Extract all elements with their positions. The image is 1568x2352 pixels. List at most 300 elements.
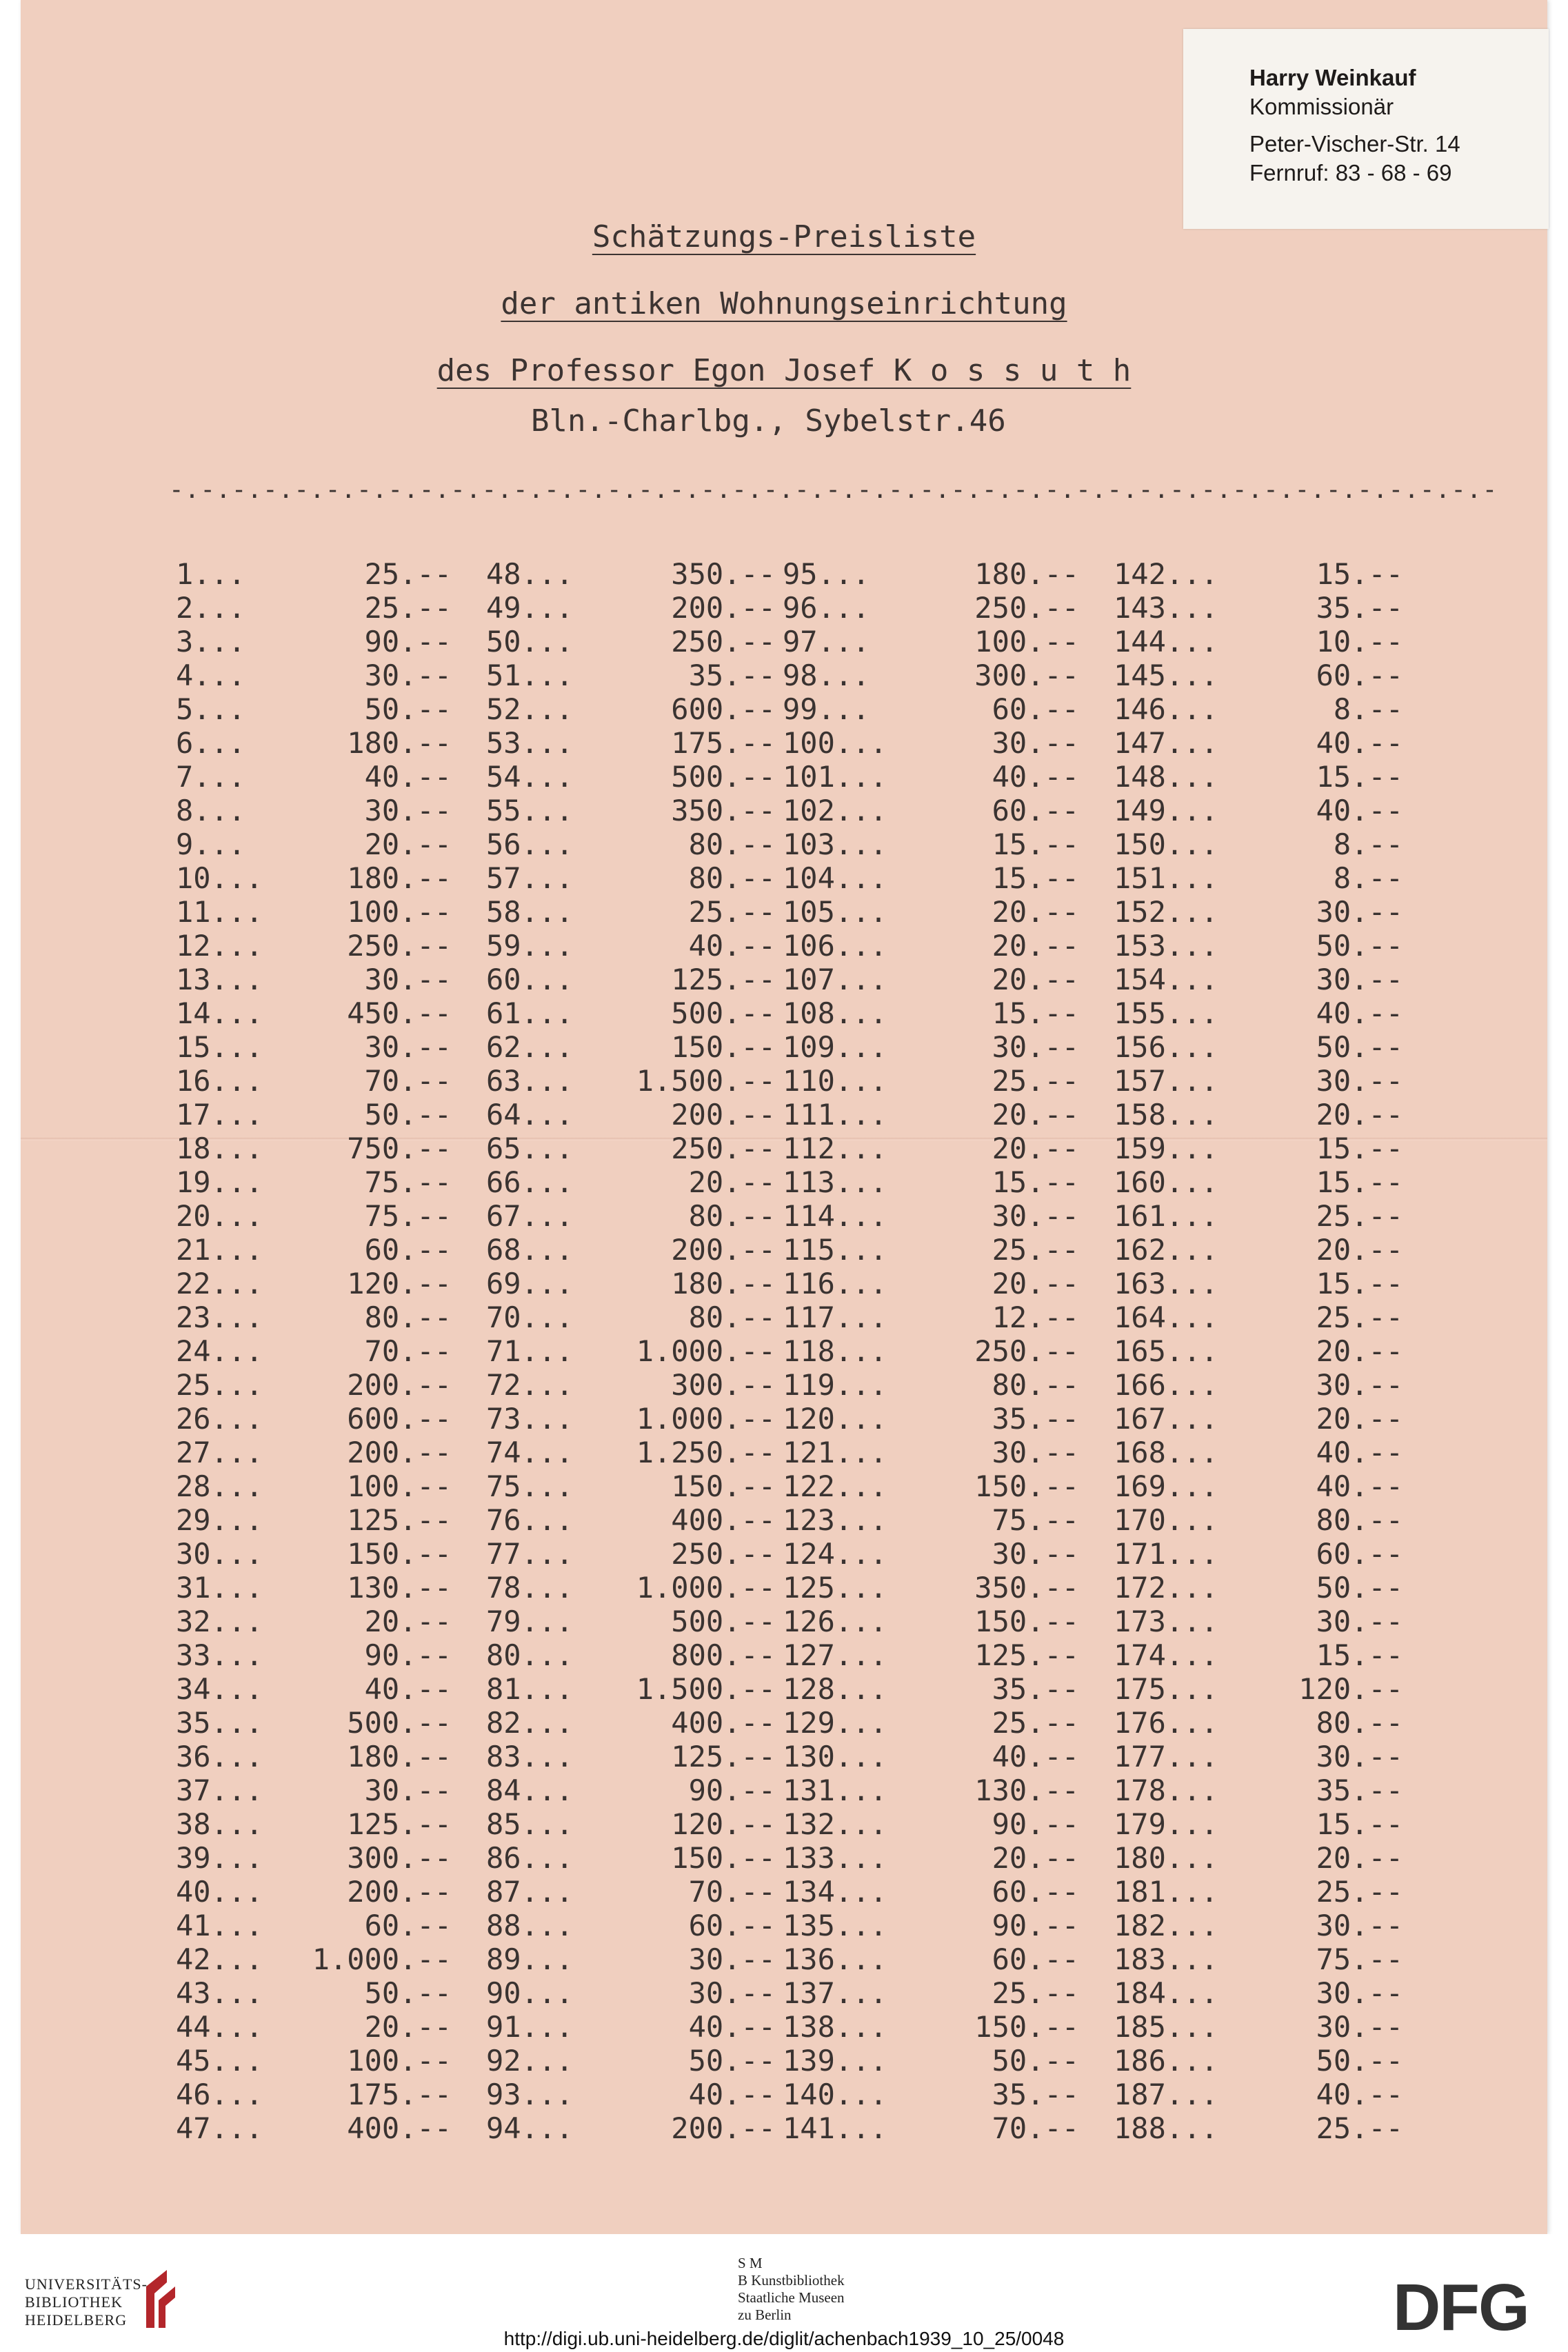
item-number: 11... [176, 895, 263, 929]
item-number: 128... [783, 1672, 887, 1706]
price-row [486, 692, 776, 726]
item-price: 25.-- [688, 895, 776, 929]
item-price: 1.000.-- [636, 1334, 776, 1368]
item-price: 20.-- [992, 1098, 1079, 1132]
item-number: 95... [783, 557, 870, 591]
price-row [176, 625, 452, 659]
price-row [783, 1402, 1079, 1436]
item-price: 40.-- [364, 760, 452, 794]
source-url[interactable]: http://digi.ub.uni-heidelberg.de/diglit/achenbach1939_10_25/0048 [503, 2328, 1065, 2349]
item-number: 179... [1114, 1807, 1218, 1841]
price-row [176, 1334, 452, 1368]
item-price: 70.-- [364, 1064, 452, 1098]
price-row [486, 1740, 776, 1773]
item-price: 175.-- [671, 726, 776, 760]
item-number: 141... [783, 2111, 887, 2145]
item-number: 163... [1114, 1267, 1218, 1300]
price-row [486, 659, 776, 692]
price-row [486, 1807, 776, 1841]
price-row [486, 1165, 776, 1199]
price-row [783, 1300, 1079, 1334]
price-row [1114, 1537, 1403, 1571]
item-number: 162... [1114, 1233, 1218, 1267]
item-price: 40.-- [1316, 726, 1403, 760]
item-number: 116... [783, 1267, 887, 1300]
price-row [176, 1030, 452, 1064]
item-price: 70.-- [688, 1875, 776, 1909]
item-number: 43... [176, 1976, 263, 2010]
item-number: 84... [486, 1773, 574, 1807]
item-price: 150.-- [671, 1030, 776, 1064]
item-price: 30.-- [1316, 2010, 1403, 2044]
price-row [176, 1469, 452, 1503]
item-price: 600.-- [347, 1402, 452, 1436]
price-row [176, 1368, 452, 1402]
item-number: 66... [486, 1165, 574, 1199]
item-price: 1.250.-- [636, 1436, 776, 1469]
item-price: 60.-- [364, 1233, 452, 1267]
item-number: 34... [176, 1672, 263, 1706]
item-number: 2... [176, 591, 246, 625]
item-price: 25.-- [1316, 1199, 1403, 1233]
item-price: 30.-- [364, 794, 452, 827]
item-number: 73... [486, 1402, 574, 1436]
item-price: 30.-- [364, 1773, 452, 1807]
item-number: 59... [486, 929, 574, 963]
item-number: 68... [486, 1233, 574, 1267]
item-number: 29... [176, 1503, 263, 1537]
price-row [176, 1537, 452, 1571]
item-number: 19... [176, 1165, 263, 1199]
item-price: 50.-- [1316, 2044, 1403, 2078]
item-number: 38... [176, 1807, 263, 1841]
item-price: 50.-- [1316, 929, 1403, 963]
item-number: 109... [783, 1030, 887, 1064]
item-number: 170... [1114, 1503, 1218, 1537]
price-row [783, 827, 1079, 861]
item-number: 117... [783, 1300, 887, 1334]
item-price: 30.-- [688, 1942, 776, 1976]
item-number: 30... [176, 1537, 263, 1571]
price-row [1114, 1841, 1403, 1875]
price-row [783, 861, 1079, 895]
price-row [486, 557, 776, 591]
item-price: 80.-- [1316, 1706, 1403, 1740]
item-price: 175.-- [347, 2078, 452, 2111]
item-number: 169... [1114, 1469, 1218, 1503]
item-price: 60.-- [992, 794, 1079, 827]
item-price: 40.-- [1316, 794, 1403, 827]
item-price: 250.-- [974, 1334, 1079, 1368]
price-row [783, 1503, 1079, 1537]
price-row [176, 2111, 452, 2145]
item-number: 35... [176, 1706, 263, 1740]
price-row [783, 1334, 1079, 1368]
item-number: 47... [176, 2111, 263, 2145]
item-price: 1.000.-- [312, 1942, 452, 1976]
item-price: 20.-- [992, 1132, 1079, 1165]
item-number: 174... [1114, 1638, 1218, 1672]
item-number: 10... [176, 861, 263, 895]
item-number: 62... [486, 1030, 574, 1064]
price-row [783, 1740, 1079, 1773]
item-price: 250.-- [671, 625, 776, 659]
item-price: 50.-- [688, 2044, 776, 2078]
price-row [783, 1605, 1079, 1638]
price-row [1114, 861, 1403, 895]
item-price: 250.-- [974, 591, 1079, 625]
item-number: 152... [1114, 895, 1218, 929]
item-price: 30.-- [364, 963, 452, 996]
price-row [176, 996, 452, 1030]
item-price: 1.000.-- [636, 1571, 776, 1605]
item-price: 120.-- [671, 1807, 776, 1841]
price-row [783, 1267, 1079, 1300]
price-row [486, 1098, 776, 1132]
price-row [1114, 1132, 1403, 1165]
item-price: 40.-- [688, 2078, 776, 2111]
item-number: 144... [1114, 625, 1218, 659]
item-number: 164... [1114, 1300, 1218, 1334]
item-price: 35.-- [992, 1672, 1079, 1706]
item-price: 150.-- [671, 1469, 776, 1503]
price-row [486, 1267, 776, 1300]
item-number: 13... [176, 963, 263, 996]
price-row [176, 1773, 452, 1807]
item-price: 180.-- [347, 861, 452, 895]
item-price: 800.-- [671, 1638, 776, 1672]
item-price: 150.-- [974, 1469, 1079, 1503]
item-number: 119... [783, 1368, 887, 1402]
item-number: 126... [783, 1605, 887, 1638]
item-number: 106... [783, 929, 887, 963]
item-price: 200.-- [671, 591, 776, 625]
item-number: 3... [176, 625, 246, 659]
item-number: 70... [486, 1300, 574, 1334]
price-row [486, 1030, 776, 1064]
item-number: 168... [1114, 1436, 1218, 1469]
price-row [1114, 692, 1403, 726]
price-row [486, 963, 776, 996]
price-row [176, 2010, 452, 2044]
item-price: 60.-- [992, 692, 1079, 726]
item-number: 96... [783, 591, 870, 625]
price-row [176, 1672, 452, 1706]
item-price: 90.-- [364, 1638, 452, 1672]
item-price: 80.-- [688, 861, 776, 895]
price-row [783, 996, 1079, 1030]
item-number: 67... [486, 1199, 574, 1233]
price-row [783, 726, 1079, 760]
item-number: 85... [486, 1807, 574, 1841]
item-price: 40.-- [688, 929, 776, 963]
price-row [176, 1503, 452, 1537]
price-row [783, 929, 1079, 963]
item-number: 150... [1114, 827, 1218, 861]
item-number: 140... [783, 2078, 887, 2111]
price-row [176, 929, 452, 963]
price-row [486, 1875, 776, 1909]
price-row [1114, 963, 1403, 996]
item-price: 90.-- [688, 1773, 776, 1807]
item-number: 97... [783, 625, 870, 659]
price-row [1114, 659, 1403, 692]
item-price: 30.-- [1316, 1368, 1403, 1402]
price-row [1114, 1233, 1403, 1267]
item-price: 180.-- [347, 726, 452, 760]
item-price: 20.-- [992, 895, 1079, 929]
item-price: 8.-- [1333, 692, 1403, 726]
price-row [486, 1773, 776, 1807]
item-number: 18... [176, 1132, 263, 1165]
price-row [1114, 827, 1403, 861]
item-number: 28... [176, 1469, 263, 1503]
price-row [486, 1436, 776, 1469]
price-row [1114, 1334, 1403, 1368]
stamp-name: Harry Weinkauf [1249, 65, 1416, 90]
price-row [783, 1841, 1079, 1875]
price-row [1114, 625, 1403, 659]
price-row [783, 1233, 1079, 1267]
item-number: 99... [783, 692, 870, 726]
item-number: 51... [486, 659, 574, 692]
item-number: 157... [1114, 1064, 1218, 1098]
item-number: 23... [176, 1300, 263, 1334]
item-price: 30.-- [1316, 1909, 1403, 1942]
price-row [783, 1909, 1079, 1942]
price-row [783, 1942, 1079, 1976]
item-number: 185... [1114, 2010, 1218, 2044]
item-price: 200.-- [347, 1436, 452, 1469]
price-row [1114, 760, 1403, 794]
price-row [783, 1368, 1079, 1402]
price-row [486, 760, 776, 794]
price-row [486, 1841, 776, 1875]
item-number: 77... [486, 1537, 574, 1571]
item-number: 16... [176, 1064, 263, 1098]
item-price: 90.-- [364, 625, 452, 659]
price-row [1114, 1672, 1403, 1706]
price-row [486, 861, 776, 895]
item-number: 183... [1114, 1942, 1218, 1976]
item-price: 40.-- [992, 760, 1079, 794]
item-price: 125.-- [671, 963, 776, 996]
price-row [783, 1132, 1079, 1165]
item-number: 113... [783, 1165, 887, 1199]
item-number: 63... [486, 1064, 574, 1098]
item-price: 35.-- [992, 1402, 1079, 1436]
item-price: 40.-- [992, 1740, 1079, 1773]
item-number: 167... [1114, 1402, 1218, 1436]
item-price: 60.-- [1316, 659, 1403, 692]
item-price: 100.-- [347, 1469, 452, 1503]
price-row [176, 1199, 452, 1233]
item-price: 15.-- [1316, 557, 1403, 591]
item-price: 35.-- [688, 659, 776, 692]
price-row [1114, 2044, 1403, 2078]
item-price: 20.-- [992, 1841, 1079, 1875]
price-row [486, 1909, 776, 1942]
price-row [1114, 1098, 1403, 1132]
price-row [486, 1503, 776, 1537]
price-row [486, 2078, 776, 2111]
item-price: 1.500.-- [636, 1064, 776, 1098]
item-price: 125.-- [974, 1638, 1079, 1672]
price-row [486, 1300, 776, 1334]
item-number: 20... [176, 1199, 263, 1233]
item-price: 40.-- [1316, 1469, 1403, 1503]
price-row [176, 692, 452, 726]
item-number: 54... [486, 760, 574, 794]
item-number: 91... [486, 2010, 574, 2044]
price-row [486, 1976, 776, 2010]
item-number: 177... [1114, 1740, 1218, 1773]
price-row [783, 1976, 1079, 2010]
price-row [176, 1841, 452, 1875]
item-price: 500.-- [671, 1605, 776, 1638]
item-price: 150.-- [671, 1841, 776, 1875]
item-number: 76... [486, 1503, 574, 1537]
item-price: 50.-- [1316, 1030, 1403, 1064]
price-row [1114, 1402, 1403, 1436]
item-price: 30.-- [1316, 1064, 1403, 1098]
item-number: 182... [1114, 1909, 1218, 1942]
price-row [486, 1942, 776, 1976]
item-number: 55... [486, 794, 574, 827]
price-row [176, 895, 452, 929]
price-row [1114, 1436, 1403, 1469]
price-row [1114, 1199, 1403, 1233]
item-price: 180.-- [974, 557, 1079, 591]
item-number: 61... [486, 996, 574, 1030]
item-price: 15.-- [992, 996, 1079, 1030]
price-row [176, 760, 452, 794]
item-number: 156... [1114, 1030, 1218, 1064]
item-number: 78... [486, 1571, 574, 1605]
item-price: 70.-- [364, 1334, 452, 1368]
item-price: 400.-- [347, 2111, 452, 2145]
item-number: 147... [1114, 726, 1218, 760]
item-number: 27... [176, 1436, 263, 1469]
price-row [176, 1300, 452, 1334]
price-row [783, 1875, 1079, 1909]
price-row [176, 1132, 452, 1165]
item-price: 30.-- [992, 1436, 1079, 1469]
price-row [176, 1942, 452, 1976]
item-number: 12... [176, 929, 263, 963]
price-row [176, 1909, 452, 1942]
item-number: 22... [176, 1267, 263, 1300]
price-row [783, 1537, 1079, 1571]
item-price: 80.-- [688, 1199, 776, 1233]
price-row [176, 827, 452, 861]
item-number: 130... [783, 1740, 887, 1773]
price-row [1114, 1300, 1403, 1334]
item-number: 46... [176, 2078, 263, 2111]
price-row [176, 1740, 452, 1773]
item-number: 153... [1114, 929, 1218, 963]
price-row [176, 726, 452, 760]
item-price: 300.-- [671, 1368, 776, 1402]
price-row [176, 1233, 452, 1267]
price-row [783, 1807, 1079, 1841]
item-price: 500.-- [347, 1706, 452, 1740]
item-price: 200.-- [671, 1098, 776, 1132]
item-number: 7... [176, 760, 246, 794]
stamp-phone: Fernruf: 83 - 68 - 69 [1249, 160, 1452, 185]
item-price: 20.-- [1316, 1402, 1403, 1436]
item-number: 161... [1114, 1199, 1218, 1233]
price-row [783, 1638, 1079, 1672]
item-price: 30.-- [1316, 1605, 1403, 1638]
item-number: 98... [783, 659, 870, 692]
price-row [176, 1436, 452, 1469]
item-number: 101... [783, 760, 887, 794]
item-number: 53... [486, 726, 574, 760]
item-number: 178... [1114, 1773, 1218, 1807]
price-row [176, 1706, 452, 1740]
item-number: 139... [783, 2044, 887, 2078]
item-number: 31... [176, 1571, 263, 1605]
item-price: 450.-- [347, 996, 452, 1030]
item-number: 184... [1114, 1976, 1218, 2010]
item-price: 120.-- [347, 1267, 452, 1300]
item-price: 80.-- [688, 827, 776, 861]
stamp-street: Peter-Vischer-Str. 14 [1249, 131, 1460, 157]
item-number: 131... [783, 1773, 887, 1807]
item-number: 155... [1114, 996, 1218, 1030]
price-row [486, 895, 776, 929]
item-number: 148... [1114, 760, 1218, 794]
price-row [783, 895, 1079, 929]
item-number: 160... [1114, 1165, 1218, 1199]
item-price: 20.-- [1316, 1334, 1403, 1368]
price-column [176, 557, 452, 2145]
item-price: 100.-- [974, 625, 1079, 659]
item-price: 30.-- [992, 1030, 1079, 1064]
kunstbibliothek-credit: S M B Kunstbibliothek Staatliche Museen zu Berlin [738, 2255, 845, 2323]
price-row [783, 625, 1079, 659]
price-row [486, 591, 776, 625]
item-number: 143... [1114, 591, 1218, 625]
price-row [486, 1064, 776, 1098]
item-price: 8.-- [1333, 827, 1403, 861]
item-price: 30.-- [1316, 895, 1403, 929]
item-price: 120.-- [1298, 1672, 1403, 1706]
item-number: 94... [486, 2111, 574, 2145]
item-price: 12.-- [992, 1300, 1079, 1334]
item-price: 50.-- [992, 2044, 1079, 2078]
item-number: 37... [176, 1773, 263, 1807]
item-price: 125.-- [347, 1807, 452, 1841]
item-price: 200.-- [347, 1875, 452, 1909]
item-number: 56... [486, 827, 574, 861]
price-row [486, 827, 776, 861]
item-number: 79... [486, 1605, 574, 1638]
price-row [783, 1672, 1079, 1706]
item-price: 30.-- [688, 1976, 776, 2010]
item-number: 127... [783, 1638, 887, 1672]
item-price: 8.-- [1333, 861, 1403, 895]
item-number: 48... [486, 557, 574, 591]
price-row [176, 1165, 452, 1199]
price-row [486, 1199, 776, 1233]
item-number: 90... [486, 1976, 574, 2010]
price-row [486, 2010, 776, 2044]
item-price: 250.-- [671, 1537, 776, 1571]
price-row [176, 1976, 452, 2010]
stamp-role: Kommissionär [1249, 94, 1394, 119]
